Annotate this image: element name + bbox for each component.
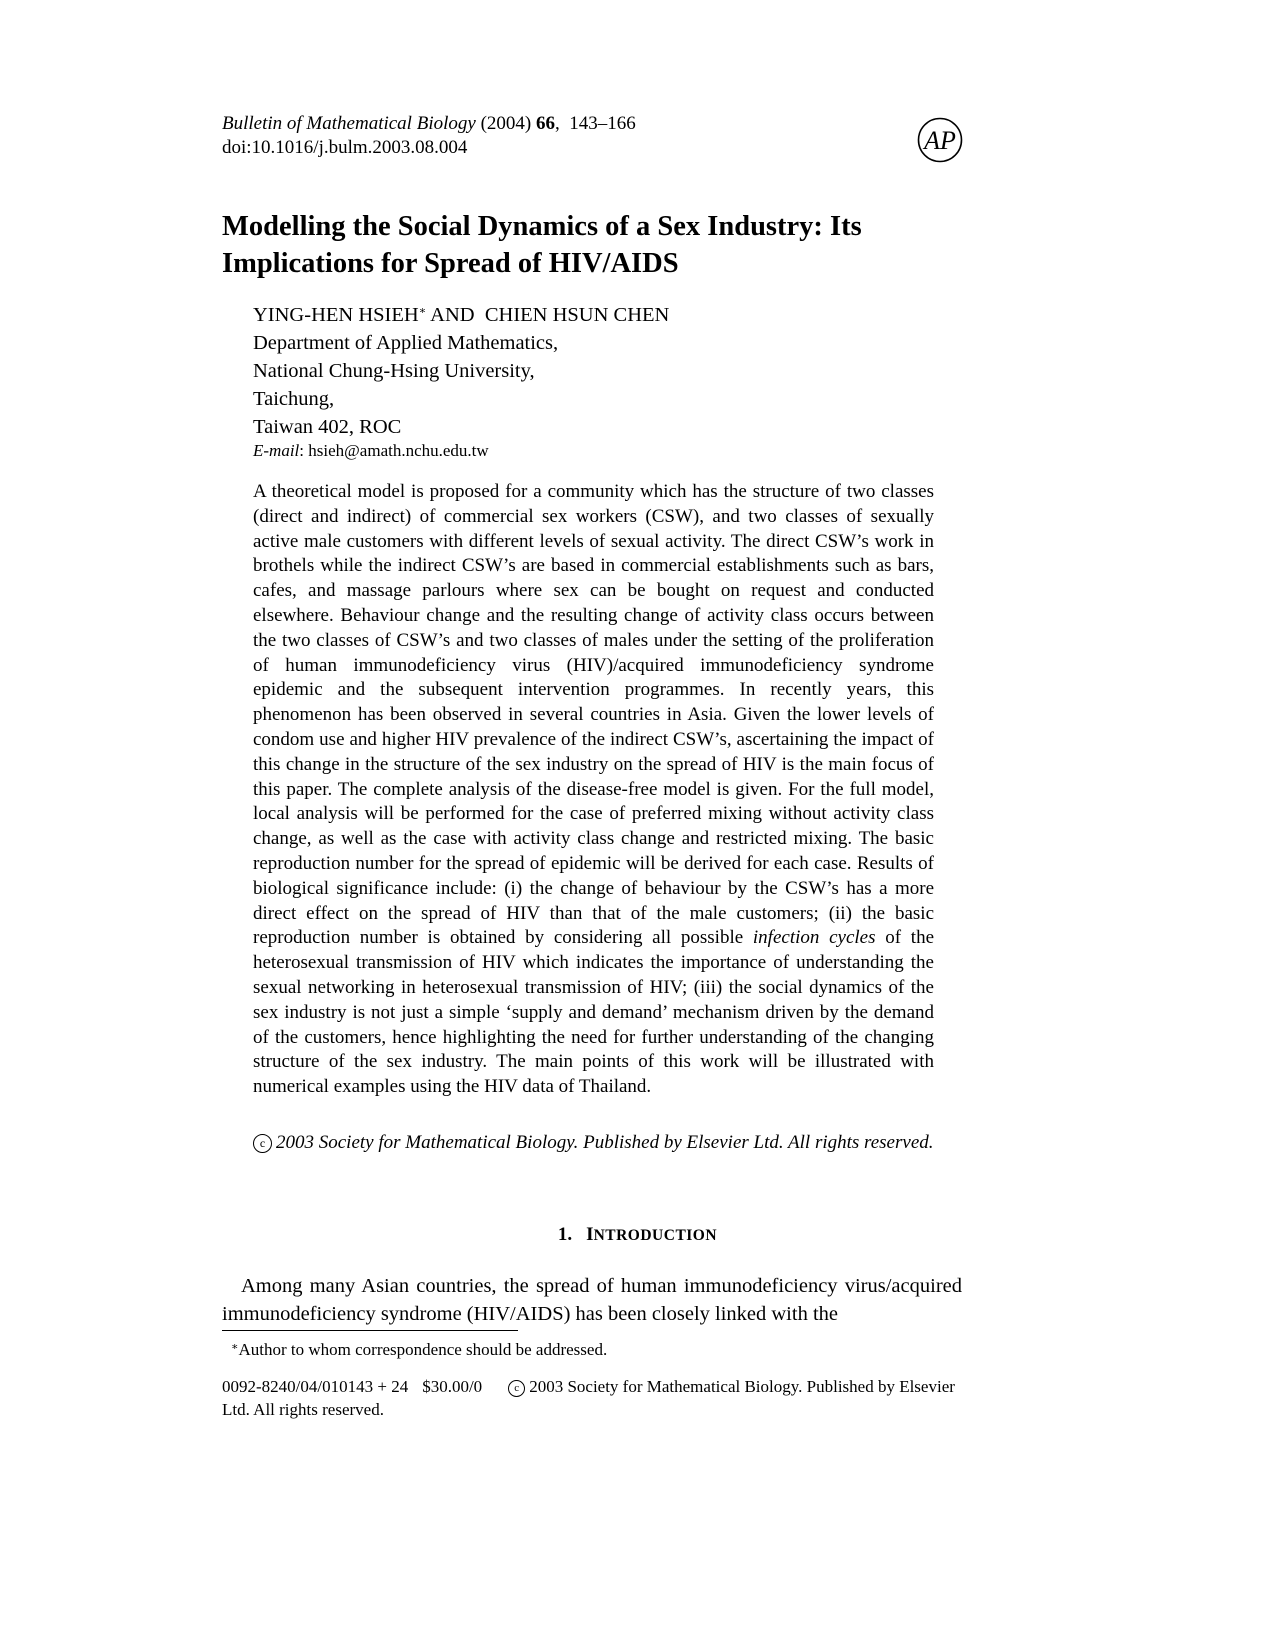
footnote [231, 1336, 607, 1361]
email-line: E-mail: hsieh@amath.nchu.edu.tw [253, 441, 489, 460]
abstract-text-2: of the heterosexual transmission of HIV which indicates the importance of understanding the sexual networking in heterosexual transmission of HIV; (iii) the social dynamics of the sex industry is not just a simple ‘supply and demand’ mechanism driven by the demand of the customers, hence highlighting the need for further understanding of the changing structure of the sex industry. The main points of this work will be illustrated with numerical examples using the HIV data of Thailand. [253, 927, 935, 1098]
copyright-text: 2003 Society for Mathematical Biology. Published by Elsevier Ltd. All rights reserved. [276, 1132, 934, 1153]
section-title-initial: I [586, 1224, 594, 1245]
section-heading [0, 1223, 1275, 1248]
price: $30.00/0 [422, 1377, 483, 1396]
intro-paragraph [222, 1272, 962, 1328]
copyright-notice [253, 1131, 934, 1156]
copyright-icon: c [253, 1134, 272, 1153]
author-conjunction: AND [430, 304, 475, 326]
title-line-1: Modelling the Social Dynamics of a Sex Industry: Its [222, 211, 862, 242]
affiliation-line-1: Department of Applied Mathematics, [253, 332, 559, 354]
email-label: E-mail [253, 441, 300, 460]
publisher-logo-icon [917, 117, 963, 163]
author-line [253, 297, 669, 329]
email-address[interactable]: hsieh@amath.nchu.edu.tw [308, 441, 489, 460]
abstract [253, 480, 934, 1100]
issn-code: 0092-8240/04/010143 + 24 [222, 1377, 409, 1396]
author-1: YING-HEN HSIEH [253, 304, 419, 326]
author-star: ∗ [418, 305, 427, 317]
footnote-marker: ∗ [231, 1341, 239, 1353]
logo-text: AP [924, 126, 956, 155]
abstract-text-1: A theoretical model is proposed for a community which has the structure of two classes (direct and indirect) of commercial sex workers (CSW), and two classes of sexually active male customers with different levels of sexual activity. The direct CSW’s work in brothels while the indirect CSW’s are based in commercial establishments such as bars, cafes, and massage parlours where sex can be bought on request and conducted elsewhere. Behaviour change and the resulting change of activity class occurs between the two classes of CSW’s and two classes of males under the setting of the proliferation of human immunodeficiency virus (HIV)/acquired immunodeficiency syndrome epidemic and the subsequent intervention programmes. In recently years, this phenomenon has been observed in several countries in Asia. Given the lower levels of condom use and higher HIV prevalence of the indirect CSW’s, ascertaining the impact of this change in the structure of the sex industry on the spread of HIV is the main focus of this paper. The complete analysis of the disease-free model is given. For the full model, local analysis will be performed for the case of preferred mixing without activity class change, as well as the case with activity class change and restricted mixing. The basic reproduction number for the spread of epidemic will be derived for each case. Results of biological significance include: (i) the change of behaviour by the CSW’s has a more direct effect on the spread of HIV than that of the male customers; (ii) the basic reproduction number is obtained by considering all possible [253, 481, 934, 949]
journal-header [222, 112, 636, 160]
intro-text: Among many Asian countries, the spread of human immunodeficiency virus/acquired immunodeficiency syndrome (HIV/AIDS) has been closely linked with the [222, 1275, 962, 1325]
journal-pages: 143–166 [569, 113, 636, 134]
paper-title [222, 208, 982, 282]
journal-citation: Bulletin of Mathematical Biology (2004) 66, 143–166 [222, 113, 636, 134]
section-title-rest: NTRODUCTION [593, 1227, 718, 1244]
footnote-rule [222, 1330, 518, 1331]
affiliation-line-2: National Chung-Hsing University, [253, 360, 535, 382]
affiliation-line-3: Taichung, [253, 388, 335, 410]
publication-meta [222, 1375, 962, 1421]
abstract-emphasis: infection cycles [752, 927, 876, 949]
title-line-2: Implications for Spread of HIV/AIDS [222, 248, 679, 279]
meta-copyright-text: 2003 Society for Mathematical Biology. Published by Elsevier Ltd. All rights reserved. [222, 1377, 955, 1419]
journal-volume: 66 [535, 113, 555, 134]
journal-doi: doi:10.1016/j.bulm.2003.08.004 [222, 137, 468, 158]
affiliation-line-4: Taiwan 402, ROC [253, 416, 402, 438]
journal-year: (2004) [480, 113, 532, 134]
copyright-small-icon: c [508, 1380, 525, 1397]
author-block [253, 297, 669, 441]
journal-name: Bulletin of Mathematical Biology [222, 113, 476, 134]
author-2: CHIEN HSUN CHEN [484, 304, 670, 326]
footnote-text: Author to whom correspondence should be addressed. [238, 1340, 608, 1359]
section-number: 1. [557, 1224, 573, 1245]
